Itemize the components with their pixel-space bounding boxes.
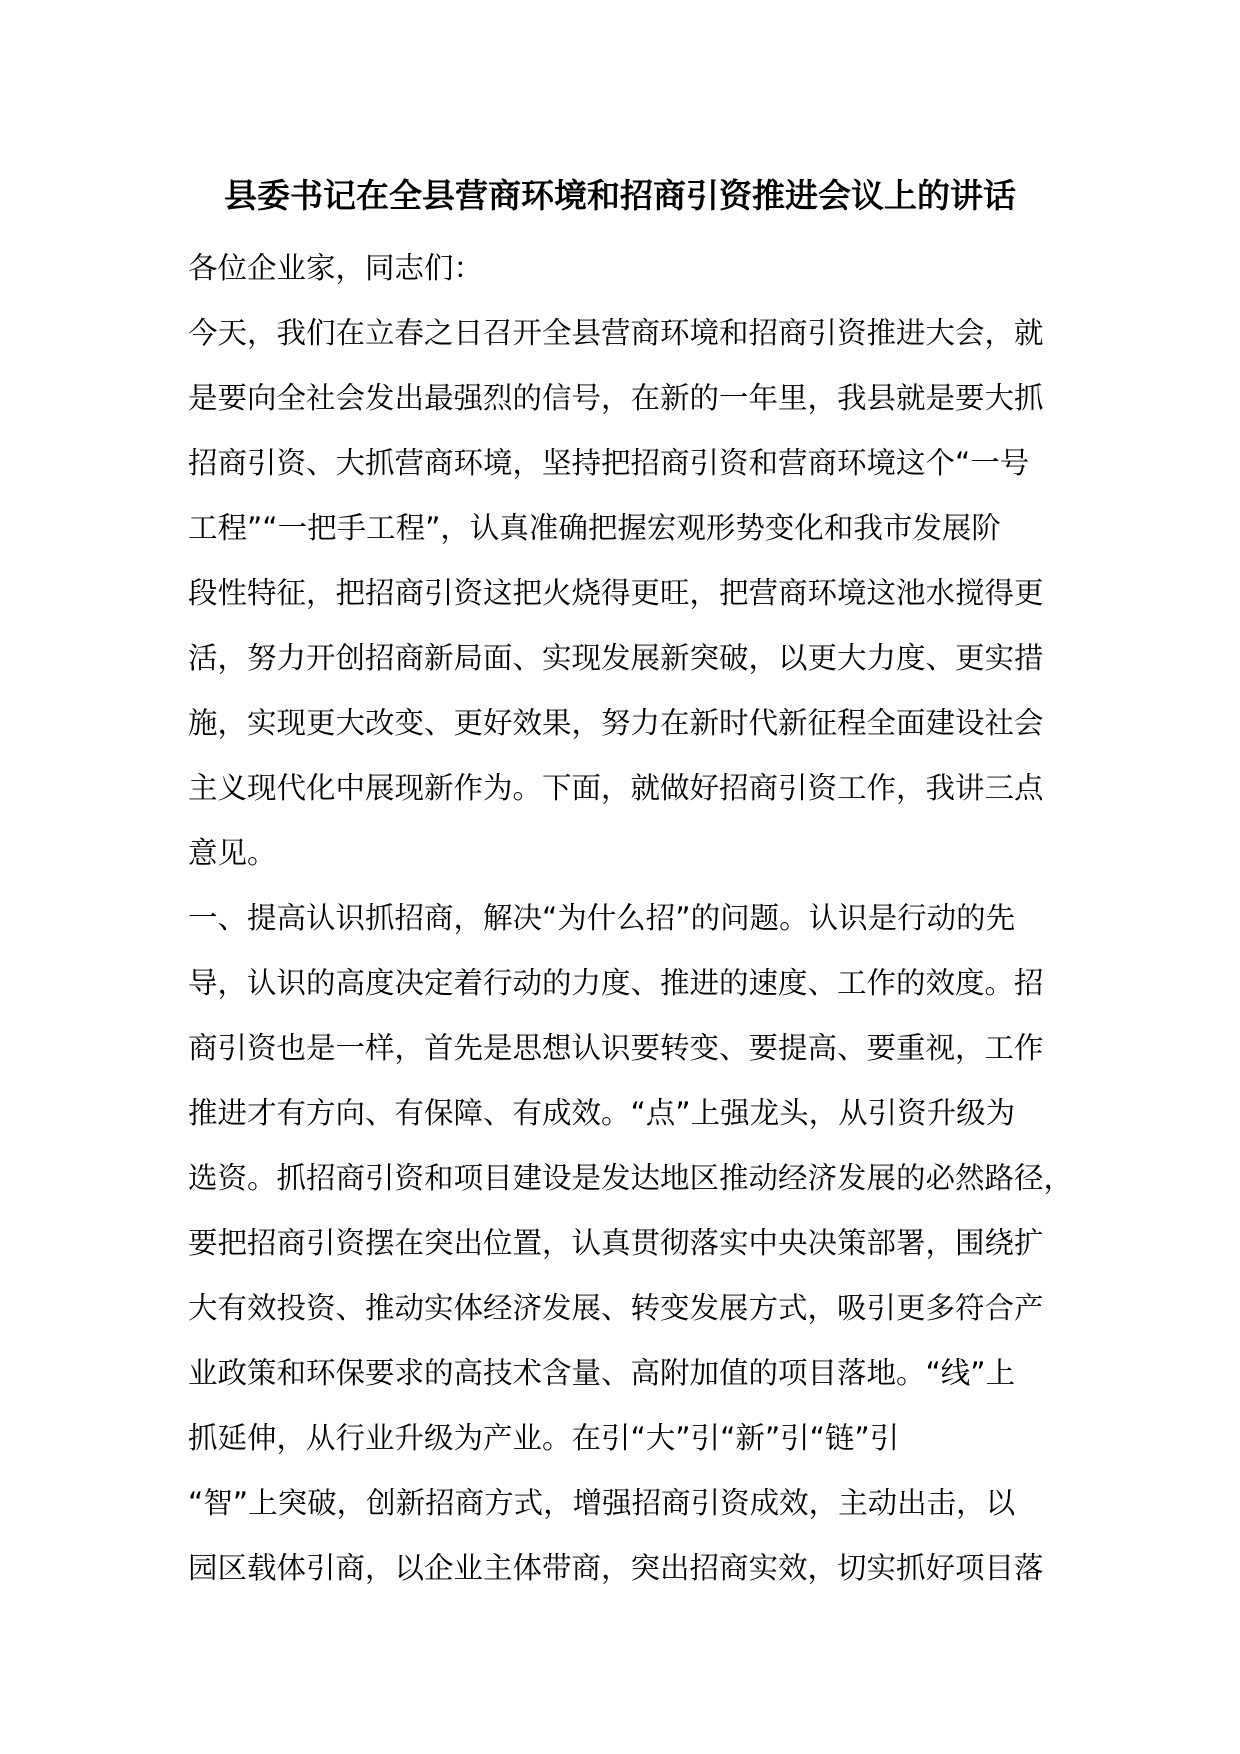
text-line: 园区载体引商，以企业主体带商，突出招商实效，切实抓好项目落 <box>188 1551 1044 1585</box>
text-line: 大有效投资、推动实体经济发展、转变发展方式，吸引更多符合产 <box>188 1291 1044 1325</box>
text-line: 要把招商引资摆在突出位置，认真贯彻落实中央决策部署，围绕扩 <box>188 1226 1044 1260</box>
text-line: 一、提高认识抓招商，解决“为什么招”的问题。认识是行动的先 <box>188 901 1016 935</box>
text-line: “智”上突破，创新招商方式，增强招商引资成效，主动出击，以 <box>188 1486 1016 1520</box>
text-line: 主义现代化中展现新作为。下面，就做好招商引资工作，我讲三点 <box>188 771 1044 805</box>
text-line: 招商引资、大抓营商环境，坚持把招商引资和营商环境这个“一号 <box>188 446 1030 480</box>
text-line: 是要向全社会发出最强烈的信号，在新的一年里，我县就是要大抓 <box>188 381 1044 415</box>
text-line: 工程”“一把手工程”，认真准确把握宏观形势变化和我市发展阶 <box>188 511 1001 545</box>
text-line: 抓延伸，从行业升级为产业。在引“大”引“新”引“链”引 <box>188 1421 900 1455</box>
text-line: 业政策和环保要求的高技术含量、高附加值的项目落地。“线”上 <box>188 1356 1016 1390</box>
document-title: 县委书记在全县营商环境和招商引资推进会议上的讲话 <box>224 176 1016 215</box>
text-line: 施，实现更大改变、更好效果，努力在新时代新征程全面建设社会 <box>188 706 1044 740</box>
text-line: 今天，我们在立春之日召开全县营商环境和招商引资推进大会，就 <box>188 316 1044 350</box>
text-line: 商引资也是一样，首先是思想认识要转变、要提高、要重视，工作 <box>188 1031 1044 1065</box>
text-line: 导，认识的高度决定着行动的力度、推进的速度、工作的效度。招 <box>188 966 1044 1000</box>
text-line: 各位企业家，同志们： <box>188 251 484 285</box>
text-line: 推进才有方向、有保障、有成效。“点”上强龙头，从引资升级为 <box>188 1096 1016 1130</box>
text-line: 段性特征，把招商引资这把火烧得更旺，把营商环境这池水搅得更 <box>188 576 1044 610</box>
speech-body <box>188 236 1074 1601</box>
text-line: 意见。 <box>188 836 277 870</box>
text-line: 选资。抓招商引资和项目建设是发达地区推动经济发展的必然路径， <box>188 1161 1074 1195</box>
text-line: 活，努力开创招商新局面、实现发展新突破，以更大力度、更实措 <box>188 641 1044 675</box>
